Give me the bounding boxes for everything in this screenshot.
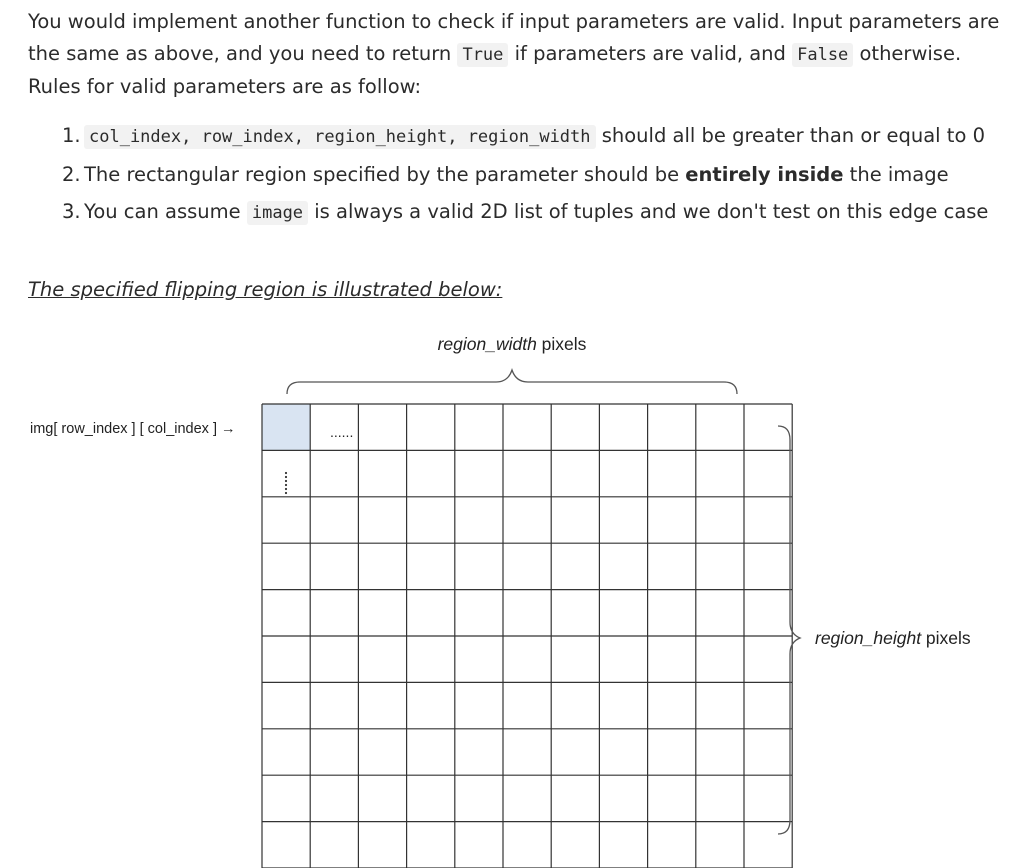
- rule-code: col_index, row_index, region_height, region_width: [84, 125, 596, 149]
- index-label: img[ row_index ] [ col_index ] →: [30, 421, 236, 437]
- rule-item-2: [62, 159, 1002, 190]
- rule-text: the image: [843, 163, 949, 186]
- diagram-svg: [0, 320, 1024, 868]
- horizontal-dots: ......: [330, 424, 354, 440]
- rule-item-1: [62, 120, 1002, 153]
- rule-number: 3.: [62, 200, 81, 223]
- rule-text: The rectangular region specified by the parameter should be: [84, 163, 686, 186]
- height-brace: [778, 426, 800, 834]
- region-width-label-italic: region_width: [437, 334, 537, 354]
- start-pixel-cell: [262, 404, 310, 450]
- code-false: False: [792, 43, 853, 67]
- region-width-label-rest: pixels: [536, 334, 587, 354]
- vertical-dots: [285, 472, 287, 494]
- rules-list: [62, 120, 1002, 235]
- rule-bold-text: entirely inside: [685, 163, 844, 186]
- rule-item-3: [62, 196, 1002, 229]
- region-height-label: [815, 628, 971, 648]
- rule-text: is always a valid 2D list of tuples and we don't test on this edge case: [308, 200, 989, 223]
- code-true: True: [457, 43, 508, 67]
- rule-number: 1.: [62, 124, 81, 147]
- diagram-caption: The specified flipping region is illustrated below:: [28, 278, 503, 301]
- width-brace: [287, 370, 737, 394]
- region-height-label-rest: pixels: [921, 628, 971, 648]
- rule-text: You can assume: [84, 200, 247, 223]
- rule-number: 2.: [62, 163, 81, 186]
- region-height-label-italic: region_height: [815, 628, 922, 648]
- pixel-grid: [262, 404, 792, 868]
- rule-code: image: [247, 201, 308, 225]
- intro-text-1: You would implement another function to check if input parameters are valid. Input parameters are the same as above, and you need to return: [28, 10, 1000, 65]
- intro-text-2: if parameters are valid, and: [508, 41, 793, 65]
- rule-text: should all be greater than or equal to 0: [595, 124, 985, 147]
- intro-text-3: otherwise. Rules for valid parameters are as follow:: [28, 41, 962, 98]
- flip-region-diagram: [0, 320, 1024, 868]
- region-width-label: [438, 334, 587, 354]
- intro-paragraph: [28, 6, 1003, 103]
